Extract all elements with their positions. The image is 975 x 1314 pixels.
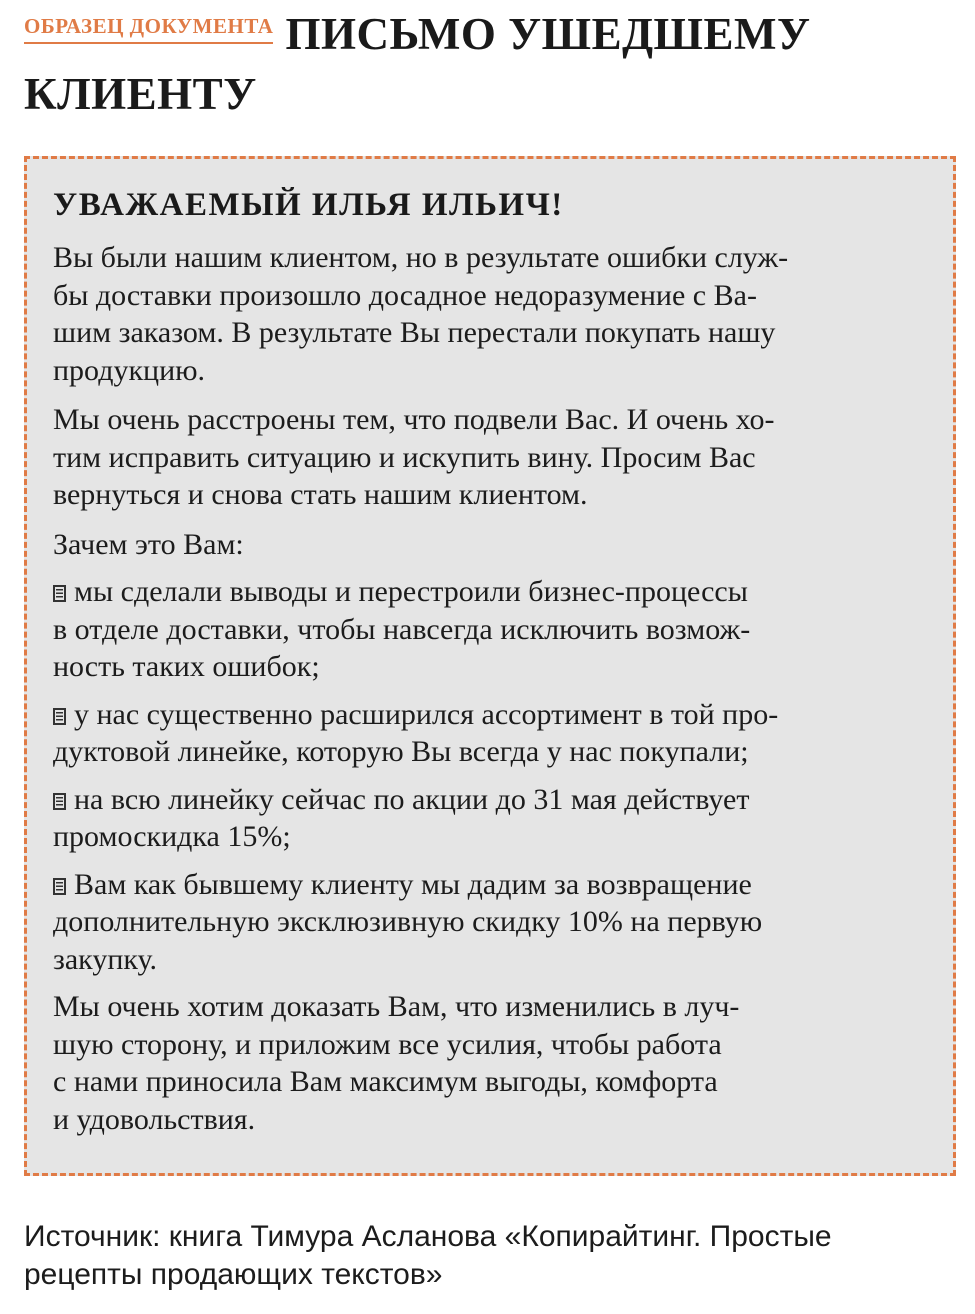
benefit-item bbox=[53, 696, 929, 771]
why-heading: Зачем это Вам: bbox=[53, 527, 244, 561]
page-title-line-2: КЛИЕНТУ bbox=[24, 69, 257, 119]
letter-paragraph-1 bbox=[53, 239, 929, 389]
page-title-line-1: ПИСЬМО УШЕДШЕМУ bbox=[285, 9, 811, 59]
text-line: и удовольствия. bbox=[53, 1102, 256, 1136]
text-line: Мы очень расстроены тем, что подвели Вас. И очень хо- bbox=[53, 403, 775, 436]
benefit-item bbox=[53, 781, 929, 856]
letter-closing-paragraph bbox=[53, 988, 929, 1138]
text-line: с нами приносила Вам максимум выгоды, комфорта bbox=[53, 1065, 718, 1098]
document-header bbox=[24, 8, 959, 120]
text-line: дуктовой линейке, которую Вы всегда у нас покупали; bbox=[53, 735, 749, 768]
text-line: на всю линейку сейчас по акции до 31 мая действует bbox=[74, 782, 750, 816]
letter-sample-box bbox=[24, 156, 956, 1176]
text-line: вернуться и снова стать нашим клиентом. bbox=[53, 478, 588, 511]
text-line: у нас существенно расширился ассортимент в той про- bbox=[74, 697, 779, 731]
text-line: дополнительную эксклюзивную скидку 10% на первую bbox=[53, 905, 763, 938]
text-line: Вам как бывшему клиенту мы дадим за возвращение bbox=[74, 867, 752, 901]
benefit-item bbox=[53, 866, 929, 979]
text-line: ность таких ошибок; bbox=[53, 650, 320, 683]
source-citation bbox=[24, 1218, 959, 1294]
source-line-2: рецепты продающих текстов» bbox=[24, 1258, 443, 1291]
list-document-icon bbox=[53, 793, 66, 810]
text-line: продукцию. bbox=[53, 353, 206, 387]
text-line: закупку. bbox=[53, 942, 158, 976]
text-line: Вы были нашим клиентом, но в результате ошибки служ- bbox=[53, 241, 789, 274]
list-document-icon bbox=[53, 585, 66, 602]
text-line: шим заказом. В результате Вы перестали покупать нашу bbox=[53, 316, 776, 349]
list-document-icon bbox=[53, 708, 66, 725]
list-document-icon bbox=[53, 878, 66, 895]
text-line: в отделе доставки, чтобы навсегда исключить возмож- bbox=[53, 612, 751, 646]
letter-salutation: УВАЖАЕМЫЙ ИЛЬЯ ИЛЬИЧ! bbox=[53, 187, 564, 223]
header-row bbox=[24, 8, 959, 60]
text-line: бы доставки произошло досадное недоразумение с Ва- bbox=[53, 278, 757, 312]
text-line: промоскидка 15%; bbox=[53, 820, 291, 853]
text-line: Мы очень хотим доказать Вам, что изменились в луч- bbox=[53, 990, 740, 1023]
text-line: мы сделали выводы и перестроили бизнес-процессы bbox=[74, 575, 748, 608]
text-line: шую сторону, и приложим все усилия, чтобы работа bbox=[53, 1027, 722, 1061]
text-line: тим исправить ситуацию и искупить вину. Просим Вас bbox=[53, 440, 756, 474]
document-sample-tag: ОБРАЗЕЦ ДОКУМЕНТА bbox=[24, 14, 273, 44]
source-line-1: Источник: книга Тимура Асланова «Копирайтинг. Простые bbox=[24, 1220, 832, 1253]
letter-paragraph-2 bbox=[53, 401, 929, 514]
benefit-item bbox=[53, 573, 929, 686]
